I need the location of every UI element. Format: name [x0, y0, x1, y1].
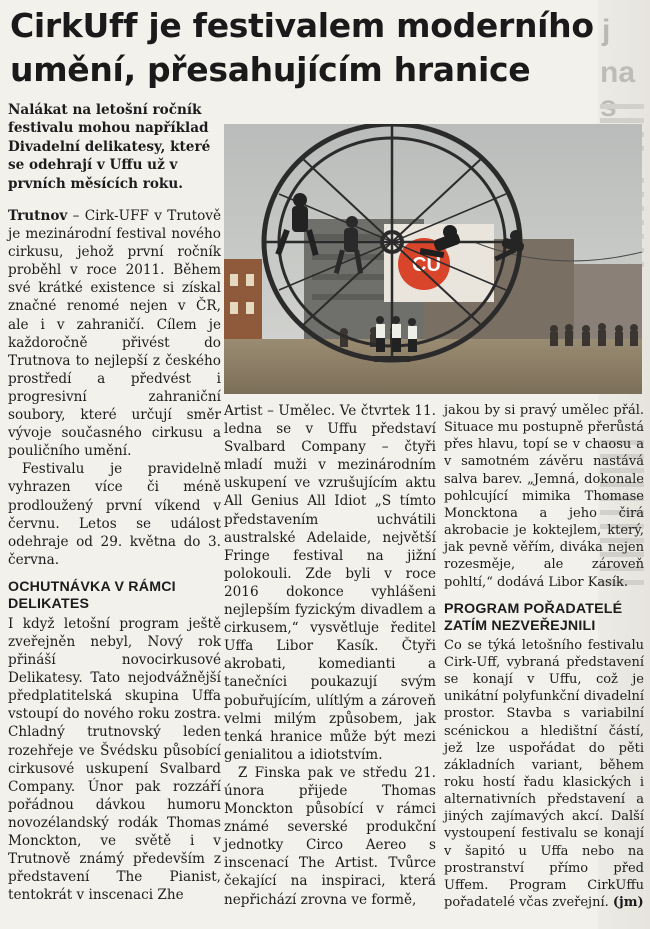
ground — [224, 339, 642, 394]
article-dateline: Trutnov — [8, 208, 68, 224]
article-lead: Nalákat na letošní ročník festivalu mohou například Divadelní delikatesy, které se odehrají v Uffu už v prvních měsících roku. — [8, 102, 211, 192]
article-paragraph-4: Z Finska pak ve středu 21. února přijede Thomas Monckton působící v rámci známé severské produkční jednotky Circo Aereo s inscenací The Artist. Tvůrce čekající na inspiraci, která nepřichází zrovna ve formě, — [224, 764, 436, 908]
article-column-1 — [8, 207, 221, 904]
article-column-2 — [224, 402, 436, 909]
article-paragraph-5: Co se týká letošního festivalu Cirk-Uff, vybraná představení se konají v Uffu, což je unikátní polyfunkční divadelní prostor. Stavba s variabilní scénickou a hledištní částí, jež lze uspořádat do pěti základních variant, během roku hostí řadu klasických i alternativních představení a jiných zajímavých akcí. Další vystoupení festivalu se konají v šapitó u Uffa nebo na prostranství přímo před Uffem. Program CirkUffu pořadatelé včas zveřejní. — [444, 637, 644, 911]
article-paragraph-3: I když letošní program ještě zveřejněn nebyl, Nový rok přináší novocirkusové Delikatesy. Tato nejodvážnější předplatitelská skupina Uffa vstoupí do nového roku zostra. Chladný trutnovský leden rozehřeje ve Švédsku působící cirkusové uskupení Svalbard Company. Únor pak rozzáří pořádnou dávkou humoru novozélandský rodák Thomas Monckton, ve světě i v Trutnově známý především z představení The Pianist, tentokrát v inscenaci Zhe — [8, 615, 221, 904]
article-paragraph-3-continued: Artist – Umělec. Ve čtvrtek 11. ledna se v Uffu představí Svalbard Company – čtyři mladí muži v mezinárodním uskupení ve vzrušujícím aktu All Genius All Idiot „S tímto představením uchvátili australské Adelaide, největší Fringe festival na jižní polokouli. Zde byli v roce 2016 dokonce vyhlášeni nejlepším fyzickým divadlem a cirkusem,“ vysvětluje ředitel Uffa Libor Kasík. Čtyři akrobati, komedianti a tanečníci poukazují svým pobuřujícím, ulítlým a zároveň velmi milým způsobem, jak tenká hranice může být mezi genialitou a idiotstvím. — [224, 403, 436, 763]
article-paragraph-2: Festivalu je pravidelně vyhrazen více či méně prodloužený první víkend v červnu. Letos se událost odehraje od 29. května do 3. června. — [8, 461, 221, 568]
article-photo — [224, 124, 642, 394]
article-headline: CirkUff je festivalem moderního umění, přesahujícím hranice — [10, 6, 594, 89]
building-left — [224, 259, 262, 349]
adjacent-page-fragment: j — [602, 14, 611, 47]
article-column-3 — [444, 402, 644, 911]
section-heading-1: OCHUTNÁVKA V RÁMCI DELIKATES — [8, 578, 176, 612]
author-signature: (jm) — [612, 895, 644, 911]
adjacent-page-fragment: na — [600, 56, 636, 89]
section-heading-2: PROGRAM POŘADATELÉ ZATÍM NEZVEŘEJNILI — [444, 600, 623, 634]
article-paragraph-4-continued: jakou by si pravý umělec přál. Situace mu postupně přerůstá přes hlavu, topí se v chaosu a v samotném závěru nastává salva barev. „Jemná, dokonale pohlcující mimika Thomase Moncktona a jeho čirá akrobacie je koktejlem, který, jak pevně věřím, diváka nejen rozesměje, ale zároveň pohltí,“ dodává Libor Kasík. — [444, 403, 644, 590]
performers — [376, 316, 417, 352]
article-paragraph-1: – Cirk-UFF v Trutově je mezinárodní festival nového cirkusu, jehož první ročník proběhl v roce 2011. Během své krátké existence si získal značné renomé nejen v ČR, ale i v zahraničí. Cílem je každoročně přivést do Trutnova to nejlepší z českého prostředí a předvést i progresivní zahraniční soubory, které určují směr vývoje současného cirkusu a pouličního umění. — [8, 208, 221, 460]
photo-illustration — [224, 124, 642, 394]
banner-logo-text: CU — [412, 254, 441, 276]
